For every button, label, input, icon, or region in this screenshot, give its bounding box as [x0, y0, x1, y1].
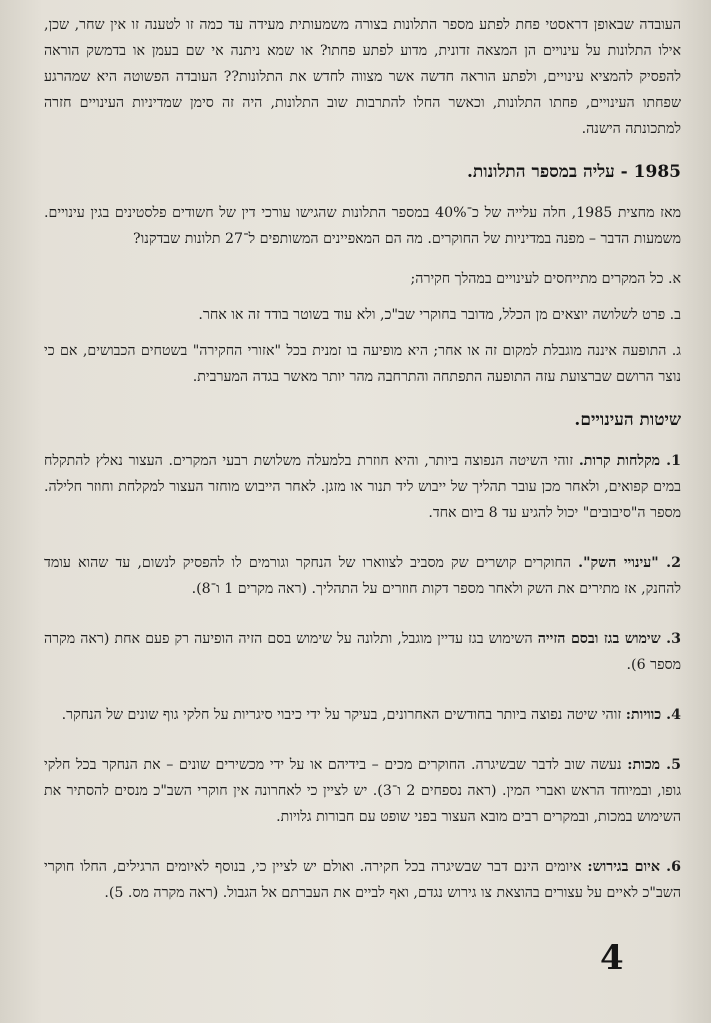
- method-item-sack: [44, 550, 681, 602]
- intro-paragraph: העובדה שבאופן דראסטי פחת לפתע מספר התלונות בצורה משמעותית מעידה עד כמה זו לטענה זו אין שחר, שכן, אילו התלונות על עינויים הן המצאה זדונית, מדוע לפתע פחתו? או שמא ניתנה אי שם בעמן או בדמשק הוראה להפסיק להמציא עינויים, ולפתע הוראה חדשה אשר מצווה לחדש את התלונות?? העובדה הפשוטה היא שמהרגע שפחתו העינויים, פחתו התלונות, וכאשר החלו להתרבות שוב התלונות, היה זה סימן שמדיניות העינויים חזרה למתכונתה הישנה.: [44, 17, 681, 137]
- method-title: 3. שימוש בגז ובסם הזייה: [537, 631, 681, 647]
- feature-item-c: ג. התופעה איננה מוגבלת למקום זה או אחר; היא מופיעה בו זמנית בכל "אזורי החקירה" בשטחים הכבושים, אם כי נוצר הרושם שברצועת עזה התופעה התפתחה והתרחבה מהר יותר מאשר בגדה המערבית.: [44, 343, 681, 385]
- method-item-beatings: [44, 752, 681, 830]
- method-title: 1. מקלחות קרות.: [578, 453, 682, 469]
- feature-item-b: ב. פרט לשלושה יוצאים מן הכלל, מדובר בחוקרי שב"כ, ולא עוד בשוטר בודד זה או אחר.: [198, 307, 681, 323]
- method-item-deportation: [44, 854, 681, 906]
- method-item-cold-showers: [44, 448, 681, 526]
- page-number: 4: [600, 938, 624, 978]
- method-text: זוהי שיטה נפוצה ביותר בחודשים האחרונים, בעיקר על ידי כיבוי סיגריות על חלקי גוף שונים של הנחקר.: [61, 707, 626, 723]
- method-text: השימוש בגז עדיין מוגבל, ותלונה על שימוש בסם הזיה הופיעה רק פעם אחת (ראה מקרה מספר 6).: [44, 631, 681, 673]
- method-item-burns: [44, 702, 681, 728]
- feature-item-a: א. כל המקרים מתייחסים לעינויים במהלך חקירה;: [410, 271, 681, 287]
- method-text: החוקרים קושרים שק מסביב לצווארו של הנחקר וגורמים לו להפסיק לנשום, עד שהוא עומד להחנק, אז מתירים את השק ולאחר מספר דקות חוזרים על התהליך. (ראה מקרים 1 ו־8).: [44, 555, 681, 597]
- method-text: זוהי השיטה הנפוצה ביותר, והיא חוזרת בלמעלה משלושת רבעי המקרים. העצור נאלץ להתקלח במים קפואים, ולאחר מכן עובר תהליך של ייבוש ליד תנור או מזגן. לאחר הייבוש מוחזר העצור למקלחת וחוזר חלילה. מספר ה"סיבובים" יכול להגיע עד 8 ביום אחד.: [44, 453, 681, 521]
- page-content: [44, 12, 681, 930]
- methods-list: [44, 448, 681, 906]
- method-text: נעשה שוב לדבר שבשיגרה. החוקרים מכים – בידיהם או על ידי מכשירים שונים – את הנחקר בכל חלקי גופו, ובמיוחד הראש ואברי המין. (ראה נספחים 2 ו־3). יש לציין כי לאחרונה אין חוקרי השב"כ מנסים להסתיר את השימוש במכות, ובמקרים רבים מובא העצור בפני שופט עם חבורות גלויות.: [44, 757, 681, 825]
- method-title: 4. כוויות:: [625, 707, 681, 723]
- method-title: 6. איום בגירוש:: [587, 859, 681, 875]
- method-title: 5. מכות:: [627, 757, 681, 773]
- section-heading-methods: שיטות העינויים.: [574, 410, 681, 430]
- common-features-list: [44, 266, 681, 390]
- section-heading-1985: 1985 - עליה במספר התלונות.: [466, 162, 681, 182]
- method-title: 2. "עינויי השק".: [578, 555, 681, 571]
- method-item-gas: [44, 626, 681, 678]
- section-1985-paragraph: מאז מחצית 1985, חלה עלייה של כ־40% במספר התלונות שהגישו עורכי דין של חשודים פלסטינים בגין עינויים. משמעות הדבר – מפנה במדיניות של החוקרים. מה הם המאפיינים המשותפים ל־27 תלונות שבדקנו?: [44, 205, 681, 247]
- method-text: איומים הינם דבר שבשיגרה בכל חקירה. ואולם יש לציין כי, בנוסף לאיומים הרגילים, החלו חוקרי השב"כ לאיים על עצורים בהוצאת צו גירוש נגדם, ואף לביים את העברתם אל הגבול. (ראה מקרה מס. 5).: [44, 859, 681, 901]
